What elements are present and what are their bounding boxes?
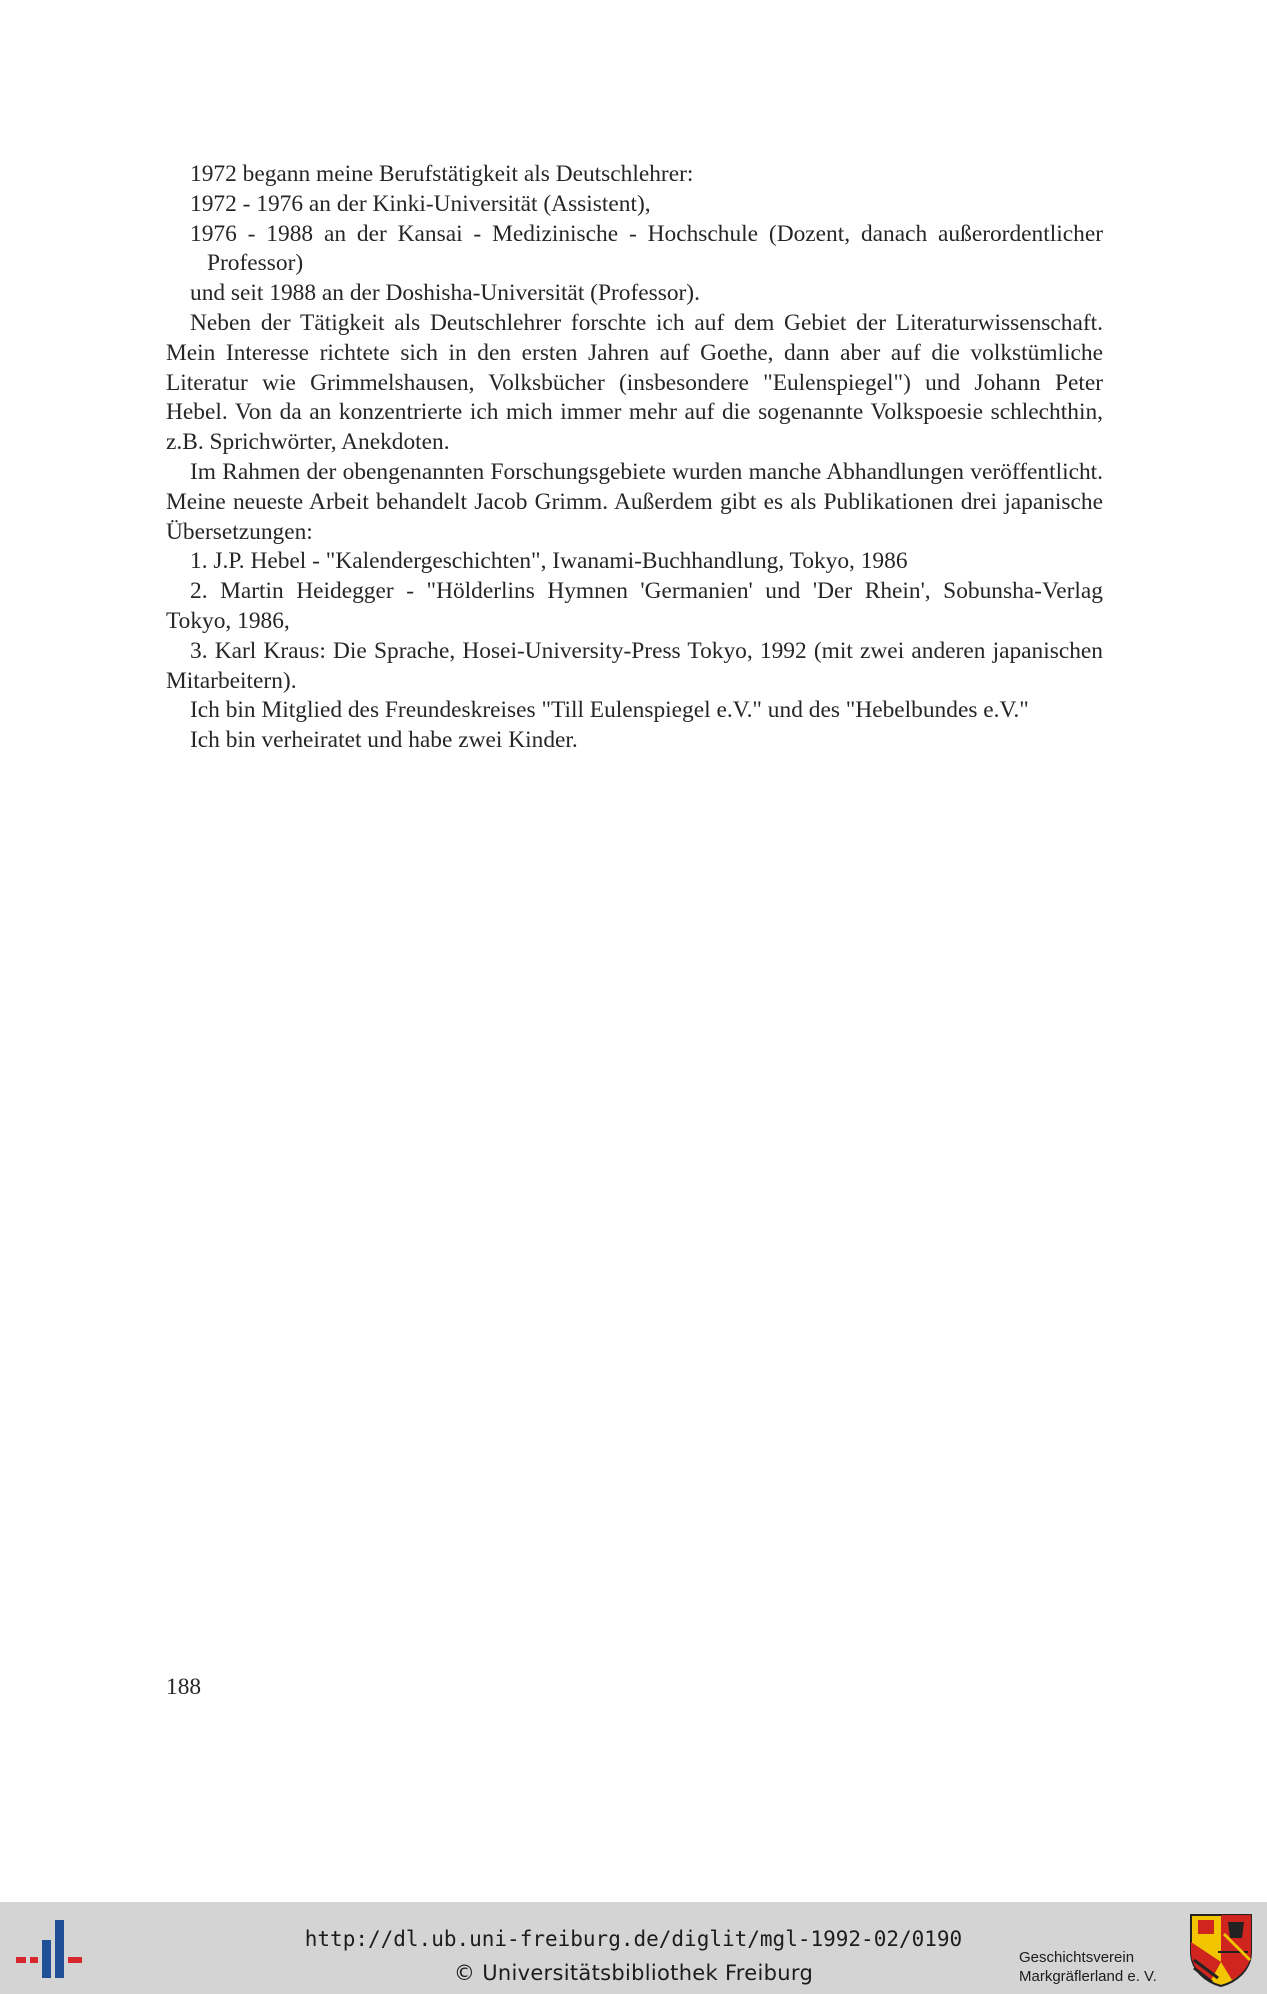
- body-text: [166, 160, 1103, 756]
- paragraph: 3. Karl Kraus: Die Sprache, Hosei-University-Press Tokyo, 1992 (mit zwei anderen japanischen Mitarbeitern).: [166, 637, 1103, 694]
- paragraph: 1. J.P. Hebel - "Kalendergeschichten", Iwanami-Buchhandlung, Tokyo, 1986: [190, 548, 908, 575]
- paragraph: und seit 1988 an der Doshisha-Universität (Professor).: [190, 280, 700, 307]
- paragraph: 1976 - 1988 an der Kansai - Medizinische - Hochschule (Dozent, danach außerordentlicher Professor): [190, 220, 1103, 277]
- footer-url-link[interactable]: http://dl.ub.uni-freiburg.de/diglit/mgl-1992-02/0190: [304, 1927, 963, 1951]
- paragraph: Ich bin verheiratet und habe zwei Kinder.: [190, 727, 578, 754]
- paragraph: Ich bin Mitglied des Freundeskreises "Till Eulenspiegel e.V." und des "Hebelbundes e.V.": [190, 697, 1029, 724]
- coat-of-arms-icon[interactable]: [1188, 1912, 1254, 1988]
- paragraph: Im Rahmen der obengenannten Forschungsgebiete wurden manche Abhandlungen veröffentlicht. Meine neueste Arbeit behandelt Jacob Grimm. Außerdem gibt es als Publikationen drei japanische Übersetzungen:: [166, 458, 1103, 545]
- paragraph: 1972 begann meine Berufstätigkeit als Deutschlehrer:: [190, 161, 694, 187]
- paragraph: 1972 - 1976 an der Kinki-Universität (Assistent),: [190, 190, 651, 217]
- page-number: 188: [166, 1674, 202, 1700]
- footer-copyright: © Universitätsbibliothek Freiburg: [453, 1961, 814, 1985]
- paragraph: Neben der Tätigkeit als Deutschlehrer forschte ich auf dem Gebiet der Literaturwissenschaft. Mein Interesse richtete sich in den ersten Jahren auf Goethe, dann aber auf die volkstümliche Literatur wie Grimmelshausen, Volksbücher (insbesondere "Eulenspiegel") und Johann Peter Hebel. Von da an konzentrierte ich mich immer mehr auf die sogenannte Volkspoesie schlechthin, z.B. Sprichwörter, Anekdoten.: [166, 309, 1103, 456]
- society-name: [1019, 1948, 1157, 1986]
- paragraph: 2. Martin Heidegger - "Hölderlins Hymnen 'Germanien' und 'Der Rhein', Sobunsha-Verlag Tokyo, 1986,: [166, 578, 1103, 634]
- society-name-line: Geschichtsverein: [1019, 1949, 1135, 1966]
- society-name-line: Markgräflerland e. V.: [1019, 1968, 1157, 1985]
- footer-bar: [0, 1902, 1267, 1994]
